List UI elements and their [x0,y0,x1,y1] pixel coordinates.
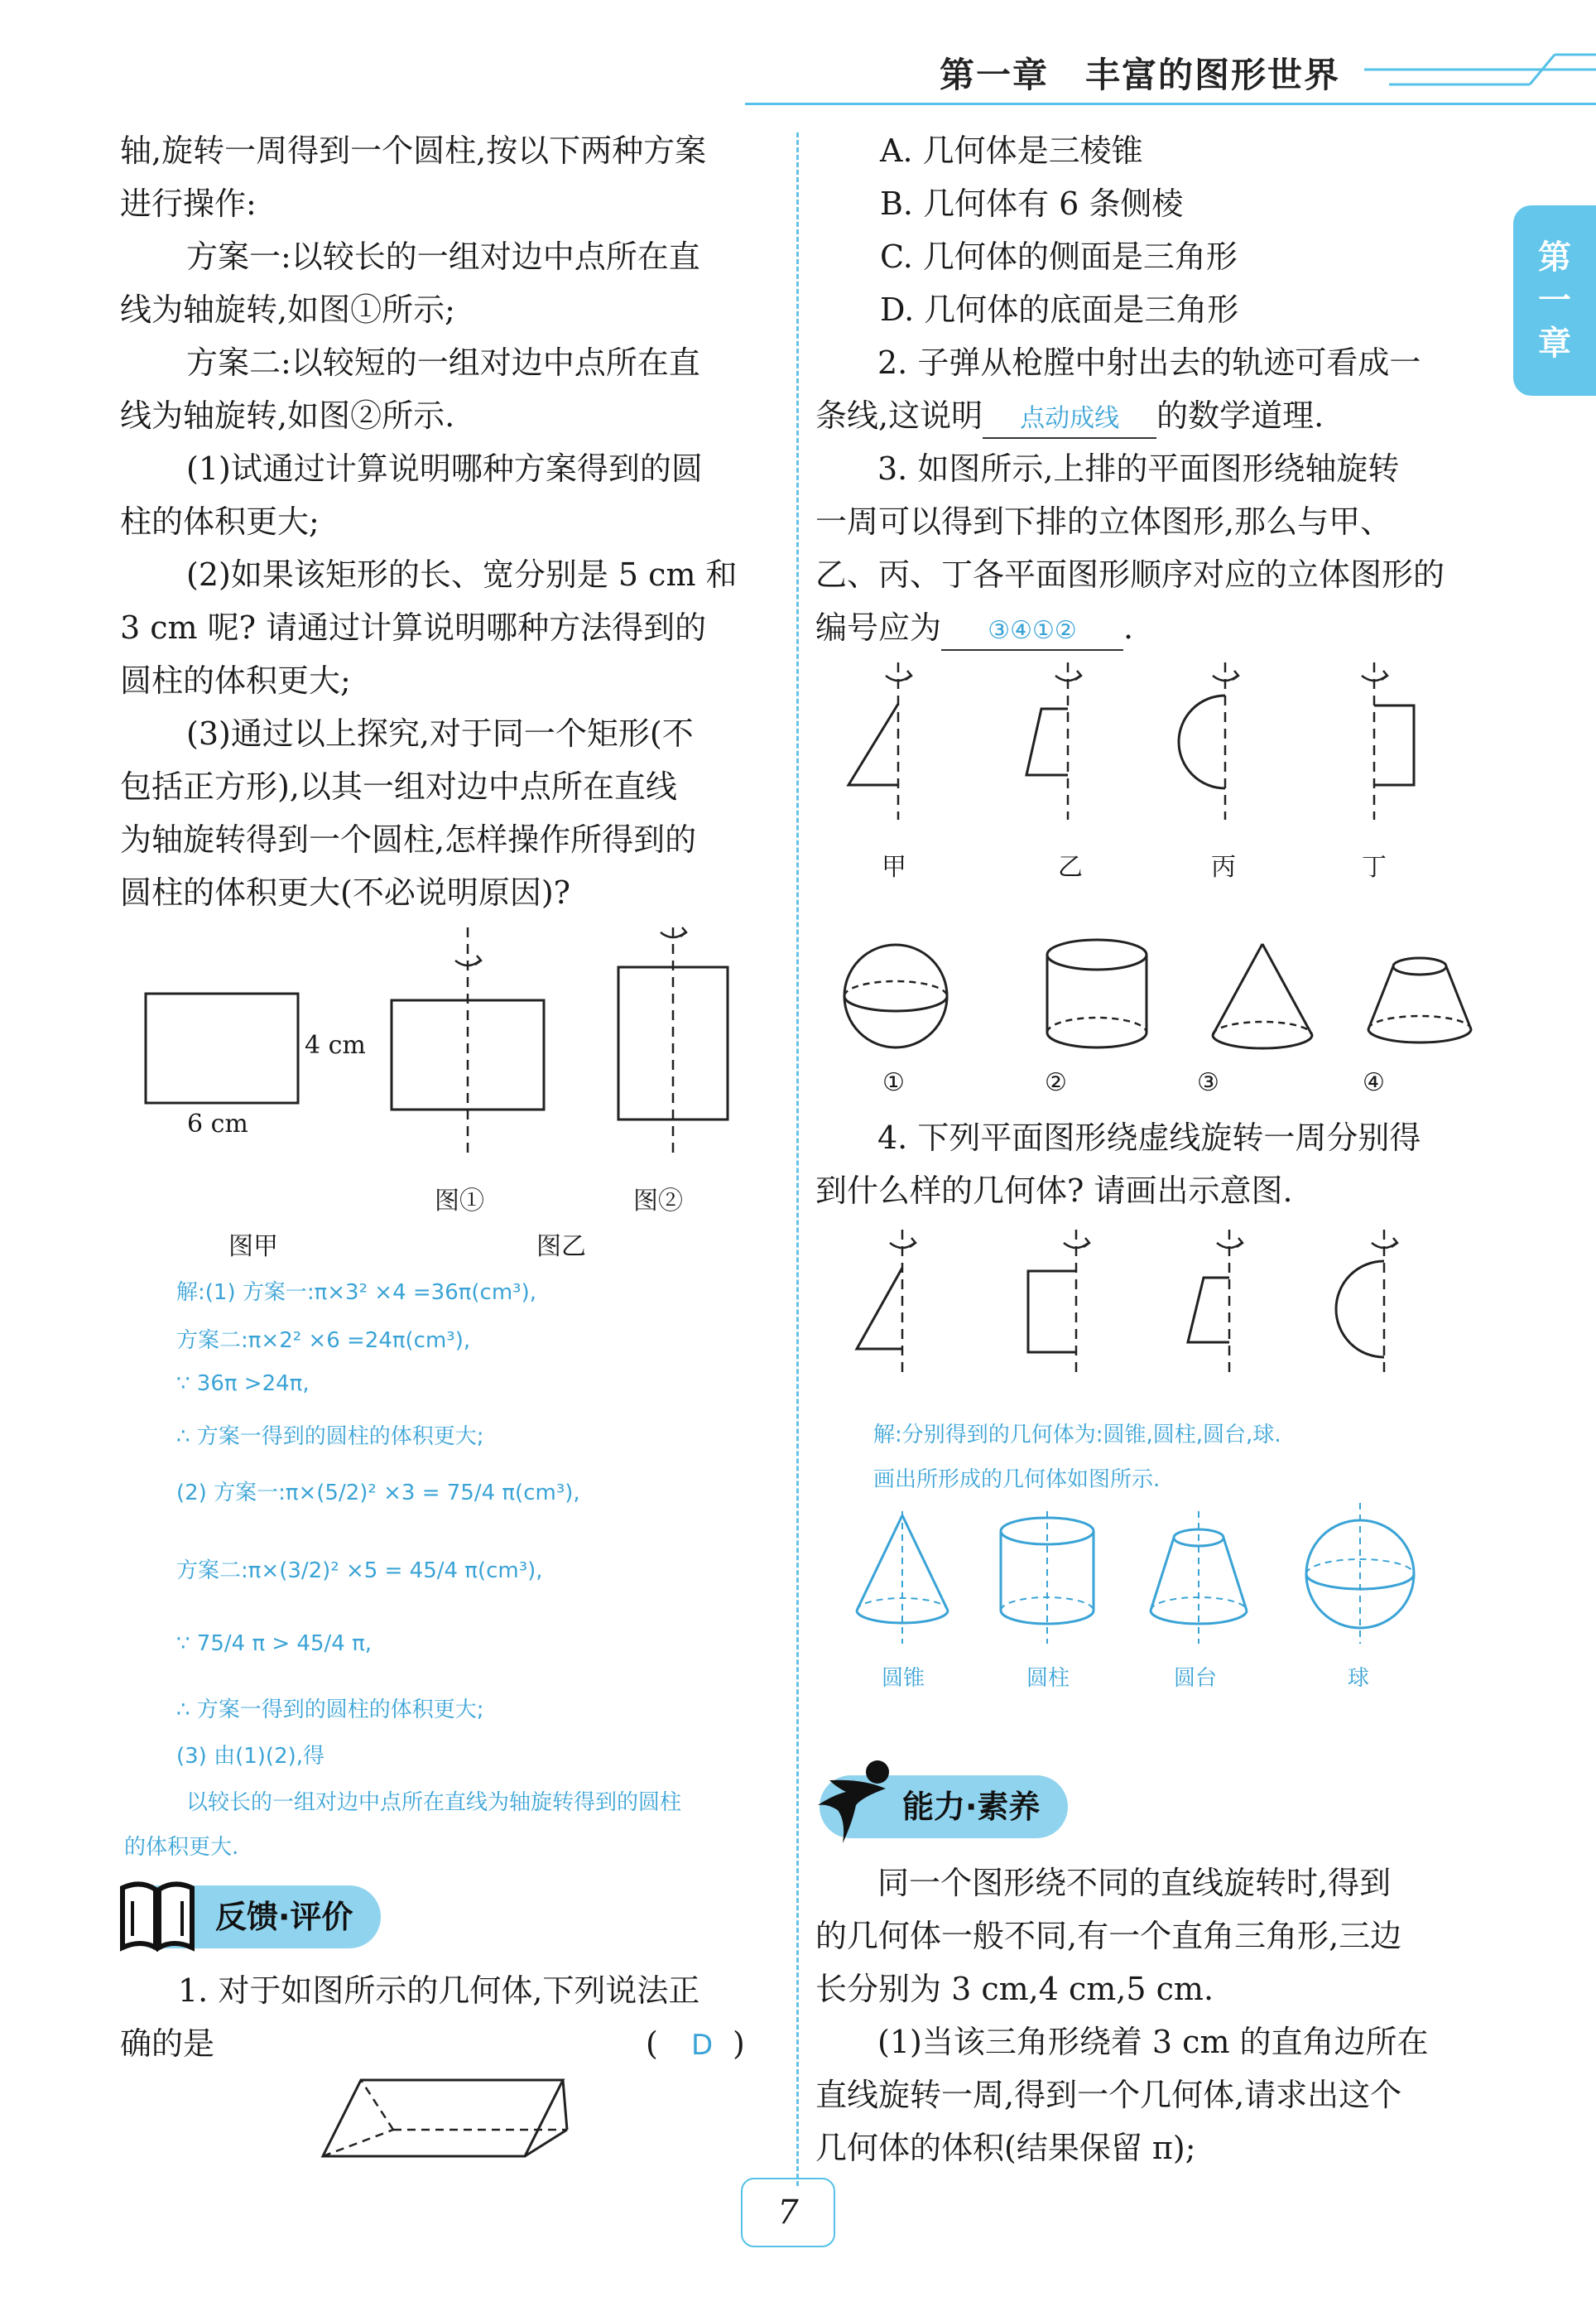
solid-label-3: ③ [1197,1068,1219,1097]
header-decoration [1364,45,1596,111]
left-line-4: 线为轴旋转,如图①所示; [120,291,455,328]
width-label: 6 cm [187,1110,248,1139]
solution-line-8: ∴ 方案一得到的圆柱的体积更大; [176,1697,484,1722]
q3-label-bing: 丙 [1211,853,1236,882]
q3-label-yi: 乙 [1058,853,1083,882]
ability-line-2: 的几何体一般不同,有一个直角三角形,三边 [815,1918,1402,1954]
jia-label: 图甲 [228,1232,278,1261]
fig1-label: 图① [435,1187,484,1216]
left-line-10: 3 cm 呢? 请通过计算说明哪种方法得到的 [120,609,707,646]
q4-label-sphere: 球 [1348,1666,1370,1691]
left-line-6: 线为轴旋转,如图②所示. [120,397,455,434]
side-tab-char-3: 章 [1538,325,1571,363]
q3-label-ding: 丁 [1362,853,1387,882]
left-line-8: 柱的体积更大; [120,503,320,540]
ability-line-5: 直线旋转一周,得到一个几何体,请求出这个 [815,2077,1402,2113]
ability-line-6: 几何体的体积(结果保留 π); [815,2130,1196,2166]
triangular-prism-figure [319,2070,584,2169]
solution-line-7: ∵ 75/4 π > 45/4 π, [176,1631,372,1656]
q3-label-jia: 甲 [882,853,906,882]
q3-plane-shapes [836,654,1482,828]
left-line-9: (2)如果该矩形的长、宽分别是 5 cm 和 [186,556,738,593]
q2-line-2-post: 的数学道理. [1156,397,1324,434]
q1-line-1: 1. 对于如图所示的几何体,下列说法正 [178,1972,700,2009]
book-icon-overlay [116,1878,199,1953]
solution-line-1: 解:(1) 方案一:π×3² ×4 =36π(cm³), [176,1280,536,1305]
q4-plane-shapes [836,1221,1482,1387]
solution-line-3: ∵ 36π >24π, [176,1371,310,1396]
q4-label-cylinder: 圆柱 [1026,1666,1070,1691]
q4-solution-line-2: 画出所形成的几何体如图所示. [873,1467,1161,1492]
height-label: 4 cm [305,1031,366,1060]
q2-line-1: 2. 子弹从枪膛中射出去的轨迹可看成一 [877,344,1421,381]
q4-line-1: 4. 下列平面图形绕虚线旋转一周分别得 [877,1120,1421,1156]
q3-line-2: 一周可以得到下排的立体图形,那么与甲、 [815,503,1392,540]
q3-answer: ③④①② [941,613,1123,651]
q4-label-cone: 圆锥 [882,1666,925,1691]
solution-line-2: 方案二:π×2² ×6 =24π(cm³), [176,1328,471,1353]
left-line-12: (3)通过以上探究,对于同一个矩形(不 [186,715,694,752]
q4-line-2: 到什么样的几何体? 请画出示意图. [815,1173,1293,1209]
chapter-title: 第一章 丰富的图形世界 [940,55,1341,95]
solid-label-4: ④ [1363,1068,1385,1097]
left-line-13: 包括正方形),以其一组对边中点所在直线 [120,768,677,805]
solution-line-10: 以较长的一组对边中点所在直线为轴旋转得到的圆柱 [186,1790,682,1815]
q3-solids [836,932,1482,1064]
rectangle-figures [116,919,778,1184]
option-c: C. 几何体的侧面是三角形 [880,238,1238,275]
solution-line-9: (3) 由(1)(2),得 [176,1744,325,1769]
yi-label: 图乙 [536,1232,586,1261]
q2-line-2-pre: 条线,这说明 [815,397,983,434]
left-line-11: 圆柱的体积更大; [120,662,351,699]
left-line-15: 圆柱的体积更大(不必说明原因)? [120,874,571,911]
column-divider [796,132,799,2186]
ability-line-3: 长分别为 3 cm,4 cm,5 cm. [815,1971,1214,2007]
q3-line-4-pre: 编号应为 [815,609,942,646]
q1-paren-close: ) [733,2025,745,2062]
ability-line-4: (1)当该三角形绕着 3 cm 的直角边所在 [877,2024,1429,2060]
solution-line-11: 的体积更大. [124,1835,239,1860]
option-a: A. 几何体是三棱锥 [880,132,1143,169]
q3-line-3: 乙、丙、丁各平面图形顺序对应的立体图形的 [815,556,1445,593]
q2-line-2 [815,389,1324,442]
q4-solution-line-1: 解:分别得到的几何体为:圆锥,圆柱,圆台,球. [873,1423,1281,1447]
side-tab-char-2: 一 [1538,282,1571,320]
ability-title: 能力·素养 [902,1789,1041,1825]
left-line-5: 方案二:以较短的一组对边中点所在直 [186,344,700,381]
q1-line-2: 确的是 [120,2025,215,2062]
side-tab-char-1: 第 [1538,238,1571,277]
q3-line-4-post: . [1123,609,1134,646]
left-line-7: (1)试通过计算说明哪种方案得到的圆 [186,450,703,487]
left-line-14: 为轴旋转得到一个圆柱,怎样操作所得到的 [120,821,697,858]
solution-line-6: 方案二:π×(3/2)² ×5 = 45/4 π(cm³), [176,1558,543,1583]
feedback-title: 反馈·评价 [215,1899,353,1935]
fig2-label: 图② [633,1187,683,1216]
left-line-2: 进行操作: [120,185,257,222]
q3-line-1: 3. 如图所示,上排的平面图形绕轴旋转 [877,450,1400,487]
solid-label-2: ② [1045,1068,1067,1097]
page-number: 7 [741,2178,835,2247]
ability-line-1: 同一个图形绕不同的直线旋转时,得到 [877,1865,1392,1901]
left-line-3: 方案一:以较长的一组对边中点所在直 [186,238,700,275]
q1-paren-open: ( [646,2025,658,2062]
q4-solids [853,1503,1465,1652]
solid-label-1: ① [882,1068,905,1097]
option-d: D. 几何体的底面是三角形 [880,291,1239,328]
q1-answer: D [691,2029,714,2062]
q2-answer: 点动成线 [983,401,1156,439]
left-line-1: 轴,旋转一周得到一个圆柱,按以下两种方案 [120,132,707,169]
solution-line-5: (2) 方案一:π×(5/2)² ×3 = 75/4 π(cm³), [176,1481,580,1505]
chapter-side-tab [1513,205,1596,396]
option-b: B. 几何体有 6 条侧棱 [880,185,1184,222]
q3-line-4 [815,601,1133,654]
solution-line-4: ∴ 方案一得到的圆柱的体积更大; [176,1424,484,1449]
q4-label-frustum: 圆台 [1174,1666,1218,1691]
runner-icon [813,1755,904,1847]
